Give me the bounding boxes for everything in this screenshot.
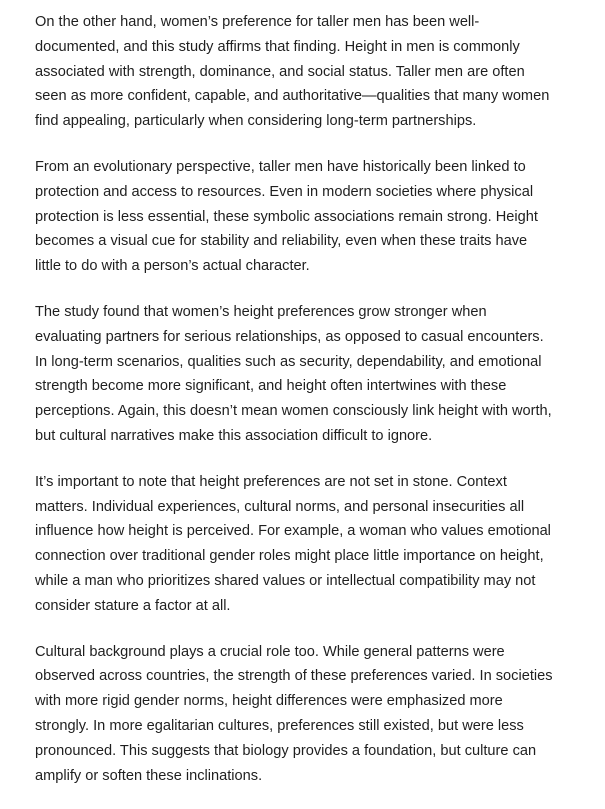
text-line: Cultural background plays a crucial role too. While general patterns were bbox=[35, 643, 505, 660]
text-line: The study found that women’s height preferences grow stronger when bbox=[35, 303, 487, 320]
text-line: evaluating partners for serious relationships, as opposed to casual encounters. bbox=[35, 328, 544, 345]
paragraph-1 bbox=[35, 10, 585, 134]
text-line: seen as more confident, capable, and authoritative—qualities that many women bbox=[35, 88, 550, 105]
text-line: amplify or soften these inclinations. bbox=[35, 767, 263, 784]
text-line: perceptions. Again, this doesn’t mean women consciously link height with worth, bbox=[35, 403, 552, 420]
paragraph-5 bbox=[35, 640, 585, 789]
text-line: From an evolutionary perspective, taller men have historically been linked to bbox=[35, 158, 526, 175]
text-line: influence how height is perceived. For example, a woman who values emotional bbox=[35, 523, 551, 540]
text-line: In long-term scenarios, qualities such as security, dependability, and emotional bbox=[35, 353, 542, 370]
text-line: while a man who prioritizes shared values or intellectual compatibility may not bbox=[35, 572, 536, 589]
text-line: protection and access to resources. Even in modern societies where physical bbox=[35, 183, 534, 200]
text-line: protection is less essential, these symbolic associations remain strong. Height bbox=[35, 208, 538, 225]
text-line: find appealing, particularly when considering long-term partnerships. bbox=[35, 113, 477, 130]
paragraph-3 bbox=[35, 300, 585, 449]
text-line: pronounced. This suggests that biology provides a foundation, but culture can bbox=[35, 742, 537, 759]
text-line: documented, and this study affirms that finding. Height in men is commonly bbox=[35, 38, 520, 55]
text-line: becomes a visual cue for stability and reliability, even when these traits have bbox=[35, 233, 528, 250]
article-body bbox=[35, 10, 585, 809]
text-line: but cultural narratives make this association difficult to ignore. bbox=[35, 427, 433, 444]
paragraph-2 bbox=[35, 155, 585, 279]
text-line: little to do with a person’s actual character. bbox=[35, 258, 310, 275]
text-line: associated with strength, dominance, and social status. Taller men are often bbox=[35, 63, 525, 80]
text-line: observed across countries, the strength of these preferences varied. In societies bbox=[35, 668, 553, 685]
text-line: matters. Individual experiences, cultural norms, and personal insecurities all bbox=[35, 498, 525, 515]
paragraph-4 bbox=[35, 470, 585, 619]
text-line: connection over traditional gender roles might place little importance on height, bbox=[35, 548, 544, 565]
text-line: strongly. In more egalitarian cultures, preferences still existed, but were less bbox=[35, 717, 524, 734]
text-line: consider stature a factor at all. bbox=[35, 597, 231, 614]
text-line: with more rigid gender norms, height differences were emphasized more bbox=[35, 693, 503, 710]
text-line: It’s important to note that height preferences are not set in stone. Context bbox=[35, 473, 507, 490]
text-line: strength become more significant, and height often intertwines with these bbox=[35, 378, 507, 395]
text-line: On the other hand, women’s preference for taller men has been well- bbox=[35, 14, 480, 30]
